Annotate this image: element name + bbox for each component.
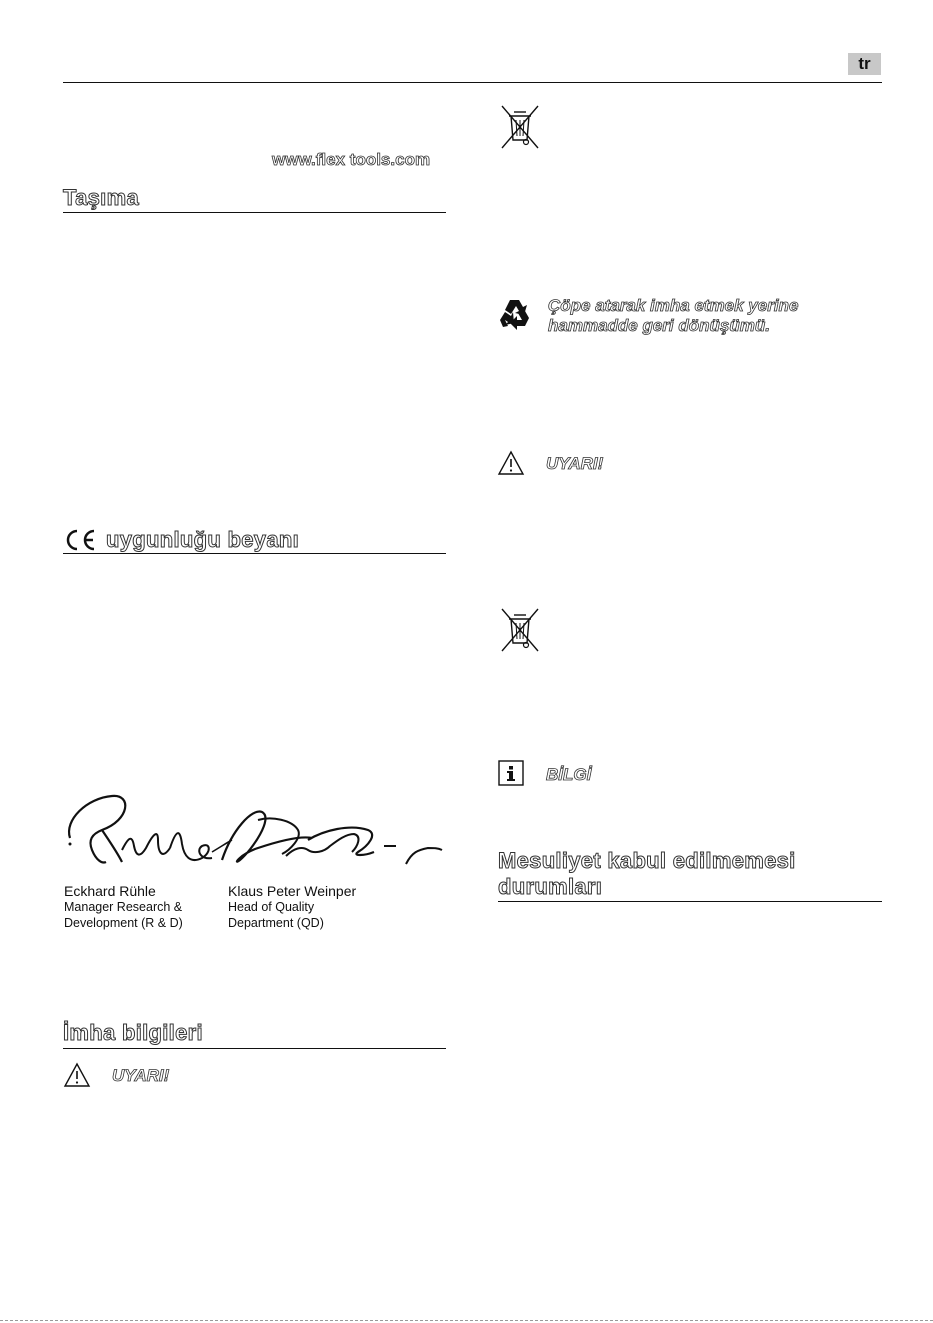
language-badge: tr (848, 53, 881, 75)
recycle-text-line: Çöpe atarak imha etmek yerine (548, 296, 799, 315)
signatory-role: Manager Research & (64, 900, 183, 914)
liability-heading-line: durumları (498, 874, 603, 899)
crossed-bin-icon (500, 104, 540, 150)
info-label: BİLGİ (546, 765, 592, 784)
transport-rule (63, 212, 446, 213)
recycle-text-line: hammadde geri dönüşümü. (548, 316, 770, 335)
ce-heading: uygunluğu beyanı (106, 527, 300, 552)
signatory-name: Eckhard Rühle (64, 883, 156, 899)
info-icon (498, 760, 524, 786)
ce-mark-icon (63, 528, 97, 552)
recycle-icon (497, 296, 535, 332)
signatory-role: Development (R & D) (64, 916, 183, 930)
signatory-role: Head of Quality (228, 900, 315, 914)
disposal-warning-label: UYARI! (112, 1066, 170, 1085)
warning-triangle-icon (63, 1062, 91, 1088)
signatory-role: Department (QD) (228, 916, 324, 930)
liability-rule (498, 901, 882, 902)
disposal-heading: İmha bilgileri (63, 1020, 203, 1045)
ce-rule (63, 553, 446, 554)
liability-heading (498, 848, 796, 900)
header-rule (63, 82, 882, 83)
website-url: www.flex tools.com (272, 150, 431, 169)
signature-block-1 (64, 883, 183, 931)
signatory-name: Klaus Peter Weinper (228, 883, 357, 899)
crossed-bin-icon (500, 607, 540, 653)
transport-heading: Taşıma (63, 185, 139, 210)
liability-heading-line: Mesuliyet kabul edilmemesi (498, 848, 796, 873)
warning-label: UYARI! (546, 454, 604, 473)
handwritten-signatures (62, 790, 442, 880)
recycle-text (548, 296, 798, 336)
signature-block-2 (228, 883, 356, 931)
page-bottom-edge (0, 1320, 933, 1321)
disposal-rule (63, 1048, 446, 1049)
warning-triangle-icon (497, 450, 525, 476)
